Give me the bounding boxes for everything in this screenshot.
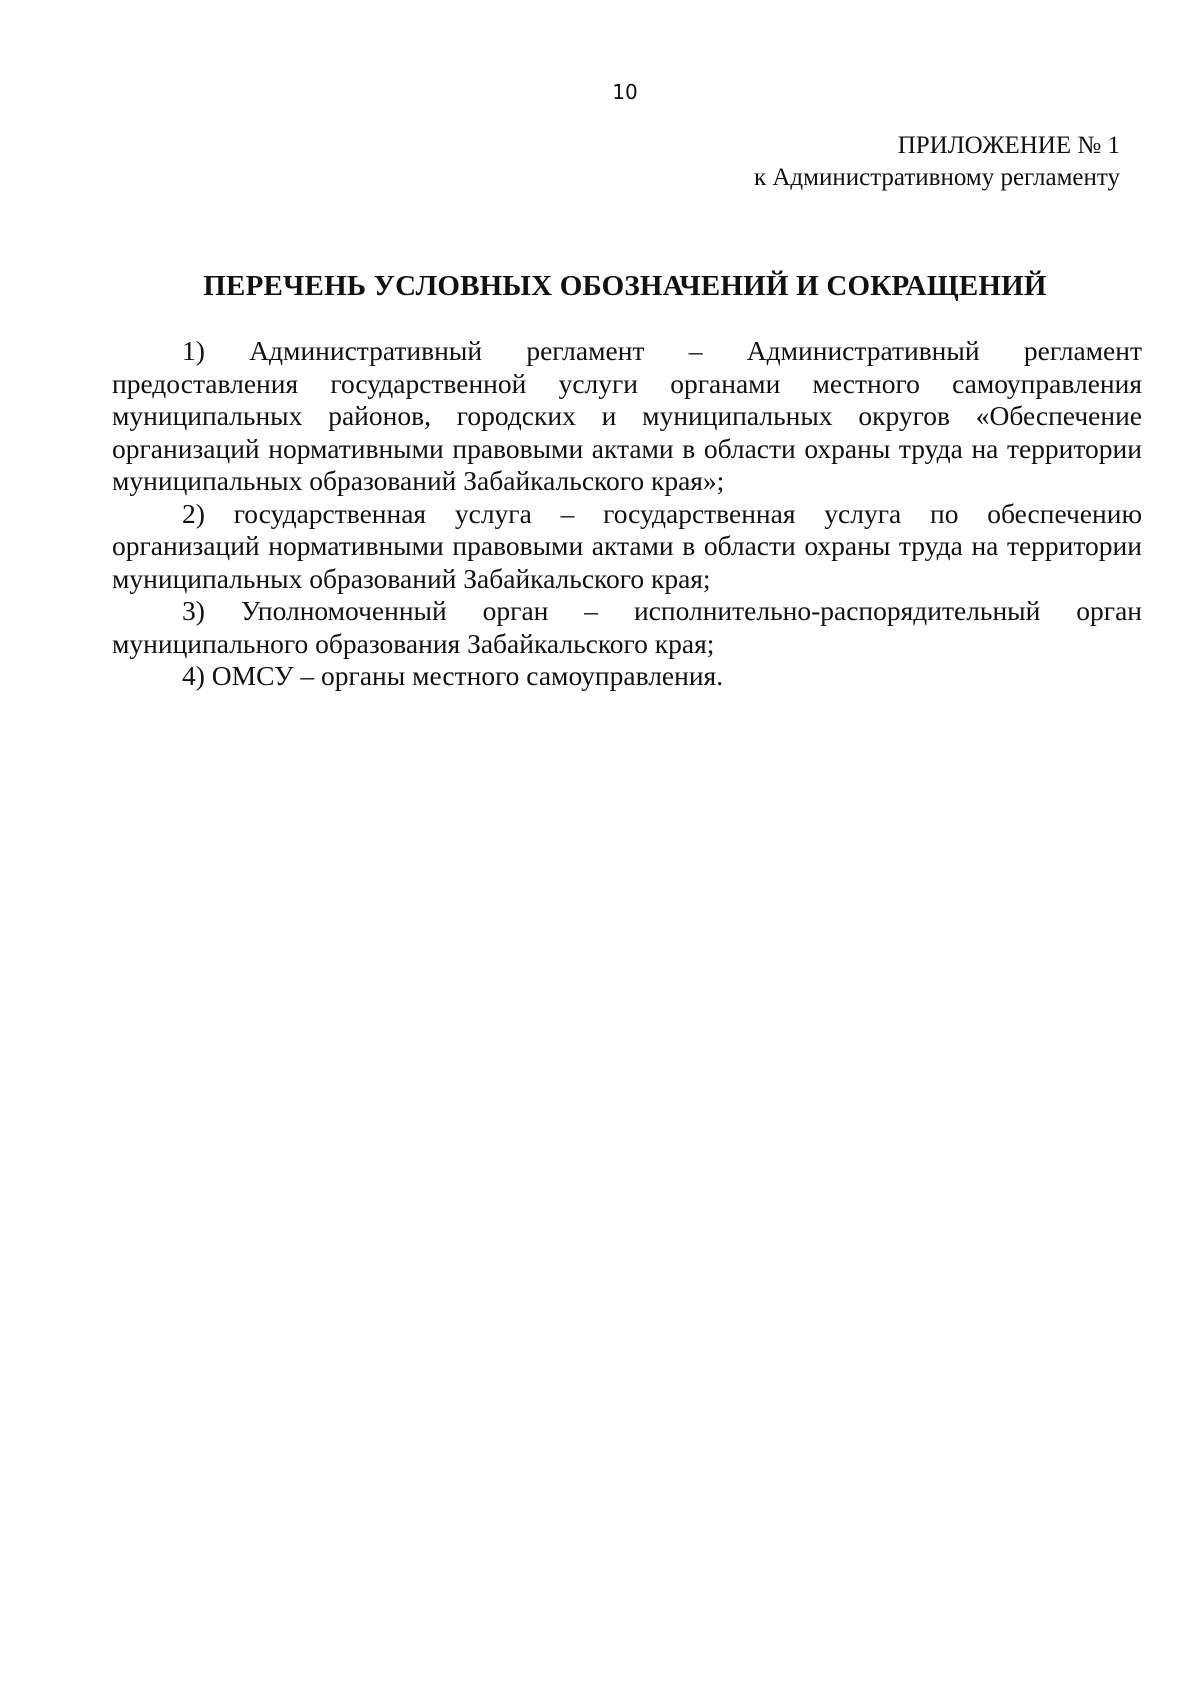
definition-item-1: 1) Административный регламент – Административный регламент предоставления государственной услуги органами местного самоуправления муниципальных районов, городских и муниципальных округов «Обеспечение организаций нормативными правовыми актами в области охраны труда на территории муниципальных образований Забайкальского края»; <box>112 335 1142 496</box>
document-title: ПЕРЕЧЕНЬ УСЛОВНЫХ ОБОЗНАЧЕНИЙ И СОКРАЩЕНИЙ <box>203 270 1047 302</box>
definition-item-4: 4) ОМСУ – органы местного самоуправления. <box>182 660 724 691</box>
definition-item-3: 3) Уполномоченный орган – исполнительно-распорядительный орган муниципального образования Забайкальского края; <box>112 595 1142 659</box>
appendix-reference: к Административному регламенту <box>753 164 1120 191</box>
appendix-header <box>754 130 1120 194</box>
appendix-label: ПРИЛОЖЕНИЕ № 1 <box>897 132 1120 159</box>
definition-item-2: 2) государственная услуга – государственная услуга по обеспечению организаций нормативными правовыми актами в области охраны труда на территории муниципальных образований Забайкальского края; <box>112 497 1142 594</box>
page-number: 10 <box>612 80 638 104</box>
definitions-list <box>112 335 1142 693</box>
